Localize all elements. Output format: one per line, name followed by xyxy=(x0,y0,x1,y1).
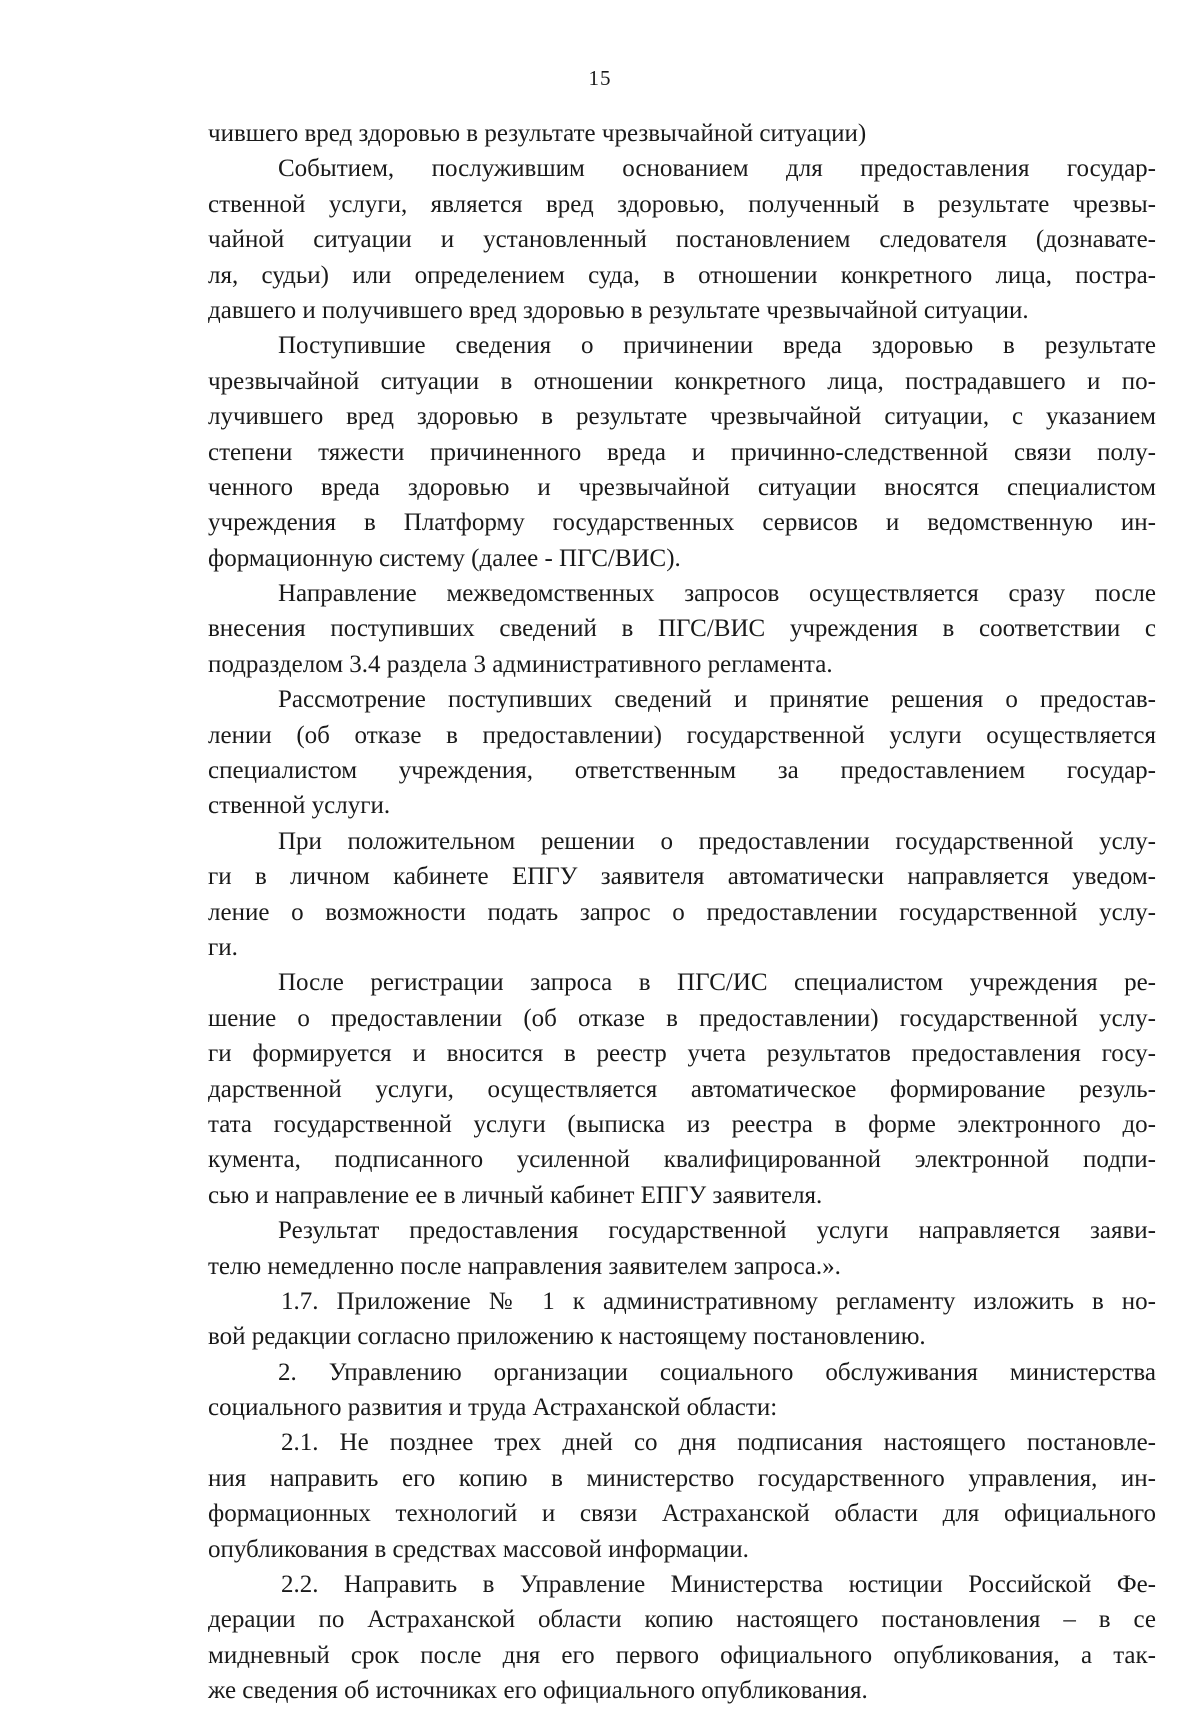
text-line: ния направить его копию в министерство государственного управления, ин- xyxy=(208,1464,1156,1492)
text-line: чившего вред здоровью в результате чрезвычайной ситуации) xyxy=(208,120,867,147)
text-line: лении (об отказе в предоставлении) государственной услуги осуществляется xyxy=(208,721,1156,749)
text-line: тата государственной услуги (выписка из реестра в форме электронного до- xyxy=(208,1110,1156,1138)
text-line: ги в личном кабинете ЕПГУ заявителя автоматически направляется уведом- xyxy=(208,863,1156,891)
text-line: ля, судьи) или определением суда, в отношении конкретного лица, постра- xyxy=(208,261,1156,289)
text-line: ление о возможности подать запрос о предоставлении государственной услу- xyxy=(208,898,1156,926)
text-line: ченного вреда здоровью и чрезвычайной ситуации вносятся специалистом xyxy=(208,473,1156,501)
text-line: После регистрации запроса в ПГС/ИС специалистом учреждения ре- xyxy=(278,969,1156,997)
text-line: 1.7. Приложение № 1 к административному регламенту изложить в но- xyxy=(281,1287,1156,1315)
text-line: ственной услуги, является вред здоровью, полученный в результате чрезвы- xyxy=(208,190,1156,218)
text-line: специалистом учреждения, ответственным за предоставлением государ- xyxy=(208,757,1156,785)
text-line: кумента, подписанного усиленной квалифицированной электронной подпи- xyxy=(208,1146,1156,1174)
text-line: шение о предоставлении (об отказе в предоставлении) государственной услу- xyxy=(208,1004,1156,1032)
text-line: социального развития и труда Астраханской области: xyxy=(208,1394,778,1422)
text-line: же сведения об источниках его официального опубликования. xyxy=(208,1677,868,1705)
text-line: Рассмотрение поступивших сведений и принятие решения о предостав- xyxy=(278,686,1156,714)
text-line: 2. Управлению организации социального обслуживания министерства xyxy=(278,1358,1156,1386)
text-line: телю немедленно после направления заявителем запроса.». xyxy=(208,1252,841,1280)
text-line: лучившего вред здоровью в результате чрезвычайной ситуации, с указанием xyxy=(208,403,1156,431)
text-line: ги формируется и вносится в реестр учета результатов предоставления госу- xyxy=(208,1040,1156,1068)
text-line: чрезвычайной ситуации в отношении конкретного лица, пострадавшего и по- xyxy=(208,367,1156,395)
text-line: степени тяжести причиненного вреда и причинно-следственной связи полу- xyxy=(208,438,1156,466)
text-line: Результат предоставления государственной услуги направляется заяви- xyxy=(278,1217,1156,1245)
page-number: 15 xyxy=(588,66,612,90)
text-line: внесения поступивших сведений в ПГС/ВИС учреждения в соответствии с xyxy=(208,615,1156,643)
text-line: 2.1. Не позднее трех дней со дня подписания настоящего постановле- xyxy=(281,1429,1156,1457)
text-line: Поступившие сведения о причинении вреда здоровью в результате xyxy=(278,332,1156,360)
text-line: формационных технологий и связи Астраханской области для официального xyxy=(208,1500,1156,1528)
text-line: вой редакции согласно приложению к настоящему постановлению. xyxy=(208,1323,926,1351)
text-line: Событием, послужившим основанием для предоставления государ- xyxy=(278,155,1156,183)
text-line: ственной услуги. xyxy=(208,792,391,820)
text-line: мидневный срок после дня его первого официального опубликования, а так- xyxy=(208,1641,1156,1669)
text-line: подразделом 3.4 раздела 3 административного регламента. xyxy=(208,650,833,678)
text-line: формационную систему (далее - ПГС/ВИС). xyxy=(208,544,681,572)
text-line: учреждения в Платформу государственных сервисов и ведомственную ин- xyxy=(208,509,1156,537)
text-line: чайной ситуации и установленный постановлением следователя (дознавате- xyxy=(208,226,1156,254)
document-body xyxy=(208,116,1156,1709)
text-line: давшего и получившего вред здоровью в результате чрезвычайной ситуации. xyxy=(208,296,1029,324)
text-line: ги. xyxy=(208,933,238,961)
text-line: дерации по Астраханской области копию настоящего постановления – в се xyxy=(208,1606,1156,1634)
text-line: опубликования в средствах массовой информации. xyxy=(208,1535,749,1563)
text-line: сью и направление ее в личный кабинет ЕПГУ заявителя. xyxy=(208,1181,823,1209)
text-line: При положительном решении о предоставлении государственной услу- xyxy=(278,827,1156,855)
text-line: 2.2. Направить в Управление Министерства юстиции Российской Фе- xyxy=(281,1571,1156,1599)
text-line: дарственной услуги, осуществляется автоматическое формирование резуль- xyxy=(208,1075,1156,1103)
text-line: Направление межведомственных запросов осуществляется сразу после xyxy=(278,580,1156,608)
